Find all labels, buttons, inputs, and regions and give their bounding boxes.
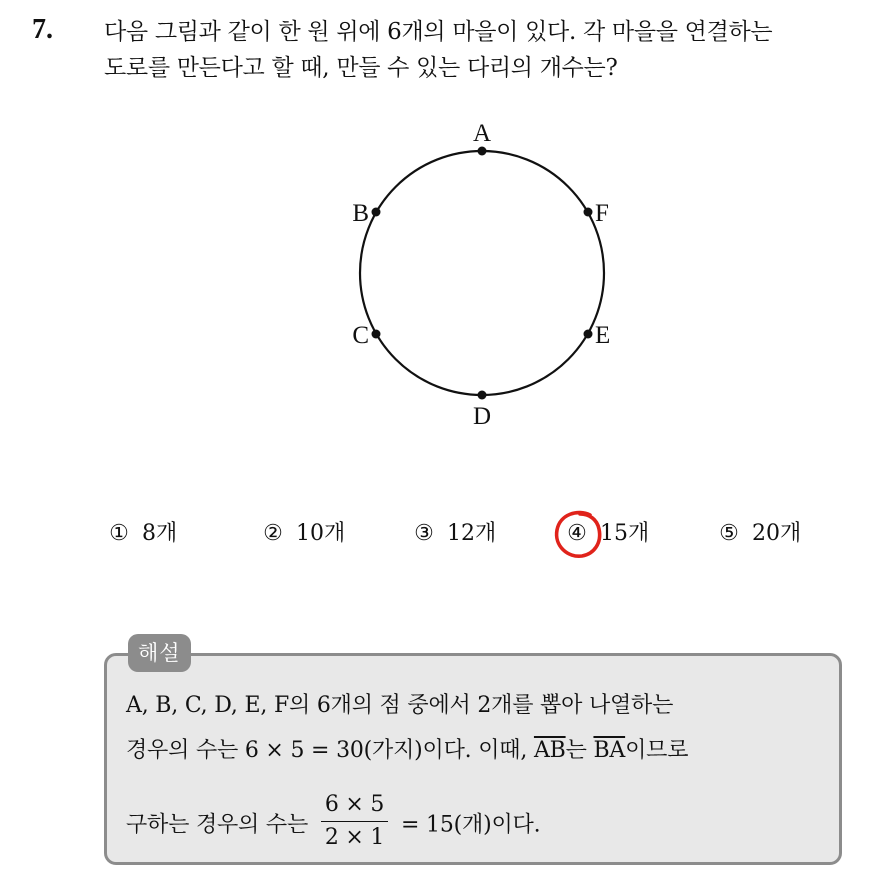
choice-2[interactable] <box>262 514 345 554</box>
point-a-dot <box>478 147 487 156</box>
solution-line-2 <box>126 733 688 764</box>
fraction <box>321 791 388 852</box>
choice-1[interactable] <box>108 514 177 554</box>
segment-ba: $\overline{BA}$ <box>593 738 626 763</box>
point-f-label: F <box>595 200 609 227</box>
choice-4-number: ④ <box>567 521 587 546</box>
point-e-dot <box>584 330 593 339</box>
solution-line-2-end: 이므로 <box>625 738 689 763</box>
question-line-1: 다음 그림과 같이 한 원 위에 6개의 마을이 있다. 각 마을을 연결하는 <box>104 19 773 45</box>
solution-line-3-start: 구하는 경우의 수는 <box>126 812 309 838</box>
choice-3-text: 12개 <box>447 521 497 546</box>
choice-3[interactable] <box>413 514 496 554</box>
solution-line-1: A, B, C, D, E, F의 6개의 점 중에서 2개를 뽑아 나열하는 <box>126 693 674 718</box>
point-b-dot <box>372 208 381 217</box>
village-circle <box>360 151 604 395</box>
point-d-dot <box>478 391 487 400</box>
fraction-numerator: 6 × 5 <box>321 791 388 822</box>
answer-mark-circle <box>550 506 606 562</box>
point-f-dot <box>584 208 593 217</box>
segment-ab: $\overline{AB}$ <box>533 738 566 763</box>
point-e-label: E <box>595 322 611 349</box>
question-line-2: 도로를 만든다고 할 때, 만들 수 있는 다리의 개수는? <box>104 55 618 81</box>
solution-line-3-end: = 15(개)이다. <box>401 812 541 838</box>
solution-line-3 <box>126 792 541 856</box>
choice-2-text: 10개 <box>296 521 346 546</box>
choice-4-text: 15개 <box>600 521 650 546</box>
point-c-dot <box>372 330 381 339</box>
fraction-denominator: 2 × 1 <box>324 825 385 850</box>
answer-choices <box>0 514 884 554</box>
point-d-label: D <box>472 403 492 430</box>
choice-5-number: ⑤ <box>719 521 739 546</box>
choice-1-number: ① <box>109 521 129 546</box>
circle-figure <box>330 110 640 440</box>
point-a-label: A <box>472 120 492 147</box>
choice-5-text: 20개 <box>752 521 802 546</box>
point-b-label: B <box>352 200 369 227</box>
solution-line-2-mid: 는 <box>565 738 587 763</box>
choice-2-number: ② <box>263 521 283 546</box>
point-c-label: C <box>352 322 369 349</box>
question-number: 7. <box>32 14 53 45</box>
choice-3-number: ③ <box>414 521 434 546</box>
choice-1-text: 8개 <box>142 521 178 546</box>
question-text <box>104 14 874 86</box>
choice-5[interactable] <box>718 514 801 554</box>
solution-tag: 해설 <box>128 634 191 672</box>
solution-line-2-start: 경우의 수는 6 × 5 = 30(가지)이다. 이때, <box>126 738 528 763</box>
